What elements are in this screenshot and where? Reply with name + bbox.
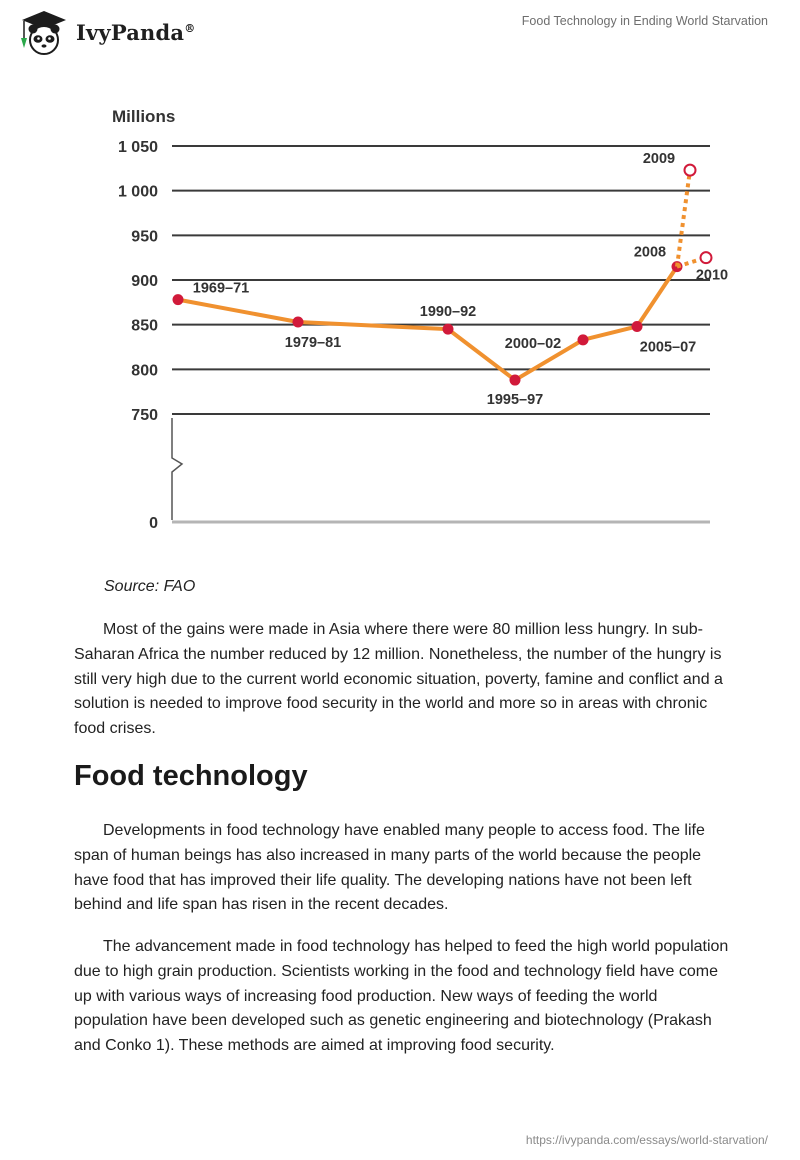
y-tick-label: 850 [131, 317, 158, 335]
y-tick-label: 900 [131, 273, 158, 290]
y-tick-label: 1 000 [117, 183, 158, 201]
y-tick-label: 800 [131, 362, 158, 380]
chart-source: Source: FAO [104, 578, 196, 595]
estimate-line [677, 170, 690, 266]
data-point [632, 321, 643, 332]
document-title: Food Technology in Ending World Starvation [521, 14, 768, 28]
page-header [0, 0, 800, 70]
paragraph-gains: Most of the gains were made in Asia where there were 80 million less hungry. In sub-Saharan Africa the number reduced by 12 million. Nonetheless, the number of the hungry is still very high due to the current world economic situation, poverty, famine and conflict and a solution is needed to improve food security in the world and more so in areas with chronic food crises. [74, 621, 723, 738]
data-point [173, 294, 184, 305]
y-tick-label: 1 050 [117, 139, 158, 156]
footer-url[interactable]: https://ivypanda.com/essays/world-starvation/ [525, 1133, 768, 1147]
estimate-marker [701, 252, 712, 263]
y-axis-title: Millions [112, 107, 176, 126]
series-line [178, 267, 677, 380]
section-heading: Food technology [74, 760, 308, 792]
data-point [293, 316, 304, 327]
data-label: 1969–71 [192, 280, 250, 297]
logo-text: IvyPanda® [76, 19, 196, 45]
data-label: 2000–02 [504, 335, 562, 352]
estimate-marker [685, 165, 696, 176]
line-chart [100, 100, 740, 550]
paragraph-advancement: The advancement made in food technology has helped to feed the high world population due to high grain production. Scientists working in the food and technology field have come up with various ways of increasing food production. New ways of feeding the world population have been developed such as genetic engineering and biotechnology (Prakash and Conko 1). These methods are aimed at improving food security. [74, 938, 729, 1055]
data-point [443, 324, 454, 335]
hunger-chart [100, 100, 740, 555]
data-point [510, 375, 521, 386]
data-label: 2005–07 [639, 339, 697, 356]
paragraph-developments: Developments in food technology have enabled many people to access food. The life span of human beings has also increased in many parts of the world because the people have food that has improved their life quality. The developing nations have not been left behind and life span has risen in the recent decades. [74, 822, 705, 914]
data-label: 2010 [695, 267, 729, 284]
panda-graduate-icon [16, 8, 72, 56]
y-tick-label: 950 [131, 228, 158, 246]
axis-break [172, 418, 182, 520]
data-point [578, 334, 589, 345]
data-label: 1995–97 [486, 392, 544, 409]
data-label: 2009 [642, 151, 676, 168]
data-label: 1979–81 [284, 334, 342, 351]
data-label: 2008 [633, 244, 667, 261]
y-tick-label: 0 [149, 515, 158, 532]
data-label: 1990–92 [419, 304, 477, 321]
y-tick-label: 750 [131, 407, 158, 424]
ivypanda-logo[interactable] [16, 8, 195, 56]
